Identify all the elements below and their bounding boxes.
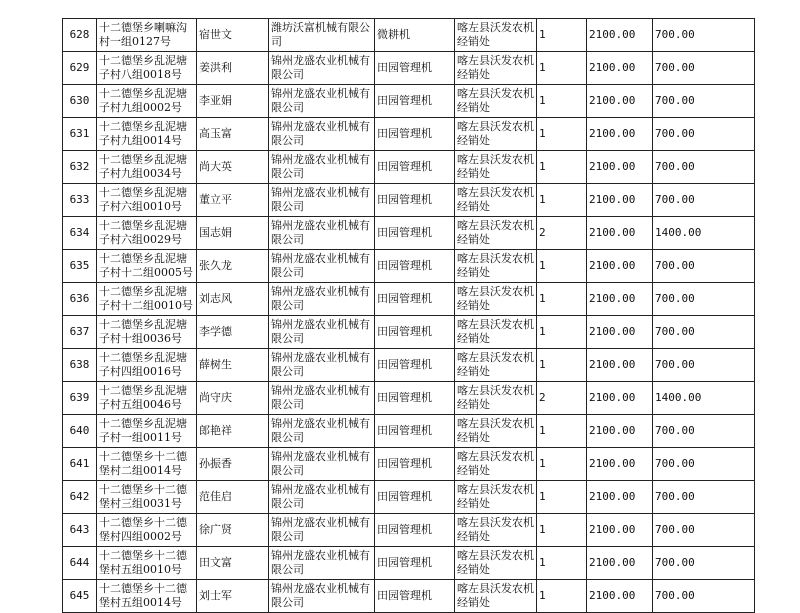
quantity-cell: 1	[537, 415, 587, 448]
row-number-cell: 633	[63, 184, 97, 217]
buyer-name-cell: 宿世文	[197, 19, 269, 52]
dealer-cell: 喀左县沃发农机经销处	[455, 151, 537, 184]
subsidy-amount-cell: 700.00	[653, 547, 755, 580]
manufacturer-cell: 锦州龙盛农业机械有限公司	[269, 349, 375, 382]
manufacturer-cell: 锦州龙盛农业机械有限公司	[269, 217, 375, 250]
manufacturer-cell: 锦州龙盛农业机械有限公司	[269, 52, 375, 85]
table-row	[63, 19, 755, 52]
buyer-name-cell: 尚大英	[197, 151, 269, 184]
manufacturer-cell: 锦州龙盛农业机械有限公司	[269, 184, 375, 217]
address-cell: 十二德堡乡乱泥塘子村五组0046号	[97, 382, 197, 415]
table-row	[63, 283, 755, 316]
buyer-name-cell: 薛树生	[197, 349, 269, 382]
machine-type-cell: 田园管理机	[375, 580, 455, 613]
buyer-name-cell: 李亚娟	[197, 85, 269, 118]
machine-type-cell: 田园管理机	[375, 250, 455, 283]
machine-type-cell: 田园管理机	[375, 85, 455, 118]
unit-price-cell: 2100.00	[587, 382, 653, 415]
buyer-name-cell: 郎艳祥	[197, 415, 269, 448]
unit-price-cell: 2100.00	[587, 349, 653, 382]
table-row	[63, 547, 755, 580]
dealer-cell: 喀左县沃发农机经销处	[455, 184, 537, 217]
quantity-cell: 1	[537, 448, 587, 481]
address-cell: 十二德堡乡乱泥塘子村八组0018号	[97, 52, 197, 85]
address-cell: 十二德堡乡乱泥塘子村六组0029号	[97, 217, 197, 250]
table-row	[63, 448, 755, 481]
row-number-cell: 637	[63, 316, 97, 349]
machine-type-cell: 田园管理机	[375, 547, 455, 580]
machine-type-cell: 田园管理机	[375, 118, 455, 151]
dealer-cell: 喀左县沃发农机经销处	[455, 19, 537, 52]
buyer-name-cell: 国志娟	[197, 217, 269, 250]
unit-price-cell: 2100.00	[587, 151, 653, 184]
unit-price-cell: 2100.00	[587, 547, 653, 580]
table-row	[63, 118, 755, 151]
address-cell: 十二德堡乡乱泥塘子村九组0002号	[97, 85, 197, 118]
machine-type-cell: 田园管理机	[375, 151, 455, 184]
row-number-cell: 629	[63, 52, 97, 85]
table-row	[63, 217, 755, 250]
unit-price-cell: 2100.00	[587, 580, 653, 613]
machine-type-cell: 田园管理机	[375, 52, 455, 85]
table-row	[63, 151, 755, 184]
buyer-name-cell: 孙振香	[197, 448, 269, 481]
row-number-cell: 639	[63, 382, 97, 415]
subsidy-amount-cell: 700.00	[653, 481, 755, 514]
dealer-cell: 喀左县沃发农机经销处	[455, 382, 537, 415]
manufacturer-cell: 锦州龙盛农业机械有限公司	[269, 85, 375, 118]
quantity-cell: 1	[537, 85, 587, 118]
address-cell: 十二德堡乡乱泥塘子村十二组0005号	[97, 250, 197, 283]
row-number-cell: 643	[63, 514, 97, 547]
unit-price-cell: 2100.00	[587, 19, 653, 52]
table-row	[63, 514, 755, 547]
manufacturer-cell: 锦州龙盛农业机械有限公司	[269, 580, 375, 613]
dealer-cell: 喀左县沃发农机经销处	[455, 514, 537, 547]
row-number-cell: 628	[63, 19, 97, 52]
quantity-cell: 1	[537, 52, 587, 85]
manufacturer-cell: 锦州龙盛农业机械有限公司	[269, 151, 375, 184]
quantity-cell: 1	[537, 514, 587, 547]
dealer-cell: 喀左县沃发农机经销处	[455, 217, 537, 250]
dealer-cell: 喀左县沃发农机经销处	[455, 52, 537, 85]
machine-type-cell: 田园管理机	[375, 283, 455, 316]
quantity-cell: 1	[537, 316, 587, 349]
unit-price-cell: 2100.00	[587, 514, 653, 547]
dealer-cell: 喀左县沃发农机经销处	[455, 283, 537, 316]
buyer-name-cell: 田文富	[197, 547, 269, 580]
subsidy-amount-cell: 700.00	[653, 283, 755, 316]
subsidy-amount-cell: 700.00	[653, 184, 755, 217]
manufacturer-cell: 锦州龙盛农业机械有限公司	[269, 448, 375, 481]
buyer-name-cell: 高玉富	[197, 118, 269, 151]
quantity-cell: 1	[537, 283, 587, 316]
manufacturer-cell: 锦州龙盛农业机械有限公司	[269, 382, 375, 415]
subsidy-amount-cell: 700.00	[653, 151, 755, 184]
address-cell: 十二德堡乡乱泥塘子村十二组0010号	[97, 283, 197, 316]
table-row	[63, 184, 755, 217]
dealer-cell: 喀左县沃发农机经销处	[455, 250, 537, 283]
address-cell: 十二德堡乡十二德堡村二组0014号	[97, 448, 197, 481]
address-cell: 十二德堡乡十二德堡村五组0014号	[97, 580, 197, 613]
dealer-cell: 喀左县沃发农机经销处	[455, 448, 537, 481]
unit-price-cell: 2100.00	[587, 316, 653, 349]
table-row	[63, 250, 755, 283]
subsidy-amount-cell: 1400.00	[653, 217, 755, 250]
manufacturer-cell: 锦州龙盛农业机械有限公司	[269, 481, 375, 514]
unit-price-cell: 2100.00	[587, 184, 653, 217]
address-cell: 十二德堡乡十二德堡村五组0010号	[97, 547, 197, 580]
subsidy-amount-cell: 700.00	[653, 250, 755, 283]
manufacturer-cell: 锦州龙盛农业机械有限公司	[269, 250, 375, 283]
quantity-cell: 2	[537, 382, 587, 415]
dealer-cell: 喀左县沃发农机经销处	[455, 316, 537, 349]
dealer-cell: 喀左县沃发农机经销处	[455, 580, 537, 613]
unit-price-cell: 2100.00	[587, 85, 653, 118]
address-cell: 十二德堡乡乱泥塘子村四组0016号	[97, 349, 197, 382]
subsidy-amount-cell: 700.00	[653, 415, 755, 448]
unit-price-cell: 2100.00	[587, 448, 653, 481]
quantity-cell: 1	[537, 184, 587, 217]
row-number-cell: 634	[63, 217, 97, 250]
buyer-name-cell: 尚守庆	[197, 382, 269, 415]
table-body	[63, 19, 755, 613]
machine-type-cell: 田园管理机	[375, 448, 455, 481]
subsidy-amount-cell: 700.00	[653, 514, 755, 547]
machine-type-cell: 田园管理机	[375, 382, 455, 415]
machine-type-cell: 田园管理机	[375, 184, 455, 217]
subsidy-amount-cell: 700.00	[653, 316, 755, 349]
table-row	[63, 316, 755, 349]
subsidy-amount-cell: 700.00	[653, 349, 755, 382]
buyer-name-cell: 张久龙	[197, 250, 269, 283]
address-cell: 十二德堡乡乱泥塘子村六组0010号	[97, 184, 197, 217]
quantity-cell: 1	[537, 547, 587, 580]
row-number-cell: 631	[63, 118, 97, 151]
machine-type-cell: 田园管理机	[375, 349, 455, 382]
unit-price-cell: 2100.00	[587, 250, 653, 283]
table-row	[63, 349, 755, 382]
quantity-cell: 1	[537, 19, 587, 52]
row-number-cell: 632	[63, 151, 97, 184]
quantity-cell: 1	[537, 250, 587, 283]
subsidy-amount-cell: 700.00	[653, 85, 755, 118]
dealer-cell: 喀左县沃发农机经销处	[455, 481, 537, 514]
subsidy-amount-cell: 700.00	[653, 448, 755, 481]
quantity-cell: 1	[537, 580, 587, 613]
address-cell: 十二德堡乡十二德堡村三组0031号	[97, 481, 197, 514]
manufacturer-cell: 锦州龙盛农业机械有限公司	[269, 547, 375, 580]
unit-price-cell: 2100.00	[587, 118, 653, 151]
row-number-cell: 638	[63, 349, 97, 382]
address-cell: 十二德堡乡乱泥塘子村九组0034号	[97, 151, 197, 184]
dealer-cell: 喀左县沃发农机经销处	[455, 85, 537, 118]
buyer-name-cell: 李学德	[197, 316, 269, 349]
row-number-cell: 644	[63, 547, 97, 580]
subsidy-amount-cell: 700.00	[653, 580, 755, 613]
machine-type-cell: 田园管理机	[375, 316, 455, 349]
dealer-cell: 喀左县沃发农机经销处	[455, 118, 537, 151]
machine-type-cell: 田园管理机	[375, 415, 455, 448]
address-cell: 十二德堡乡喇嘛沟村一组0127号	[97, 19, 197, 52]
row-number-cell: 636	[63, 283, 97, 316]
quantity-cell: 2	[537, 217, 587, 250]
buyer-name-cell: 范佳启	[197, 481, 269, 514]
table-row	[63, 52, 755, 85]
subsidy-amount-cell: 1400.00	[653, 382, 755, 415]
unit-price-cell: 2100.00	[587, 481, 653, 514]
subsidy-table	[62, 18, 755, 613]
manufacturer-cell: 锦州龙盛农业机械有限公司	[269, 283, 375, 316]
unit-price-cell: 2100.00	[587, 52, 653, 85]
machine-type-cell: 微耕机	[375, 19, 455, 52]
buyer-name-cell: 董立平	[197, 184, 269, 217]
quantity-cell: 1	[537, 118, 587, 151]
address-cell: 十二德堡乡十二德堡村四组0002号	[97, 514, 197, 547]
quantity-cell: 1	[537, 349, 587, 382]
unit-price-cell: 2100.00	[587, 415, 653, 448]
row-number-cell: 640	[63, 415, 97, 448]
machine-type-cell: 田园管理机	[375, 217, 455, 250]
subsidy-amount-cell: 700.00	[653, 52, 755, 85]
address-cell: 十二德堡乡乱泥塘子村九组0014号	[97, 118, 197, 151]
address-cell: 十二德堡乡乱泥塘子村十组0036号	[97, 316, 197, 349]
manufacturer-cell: 潍坊沃富机械有限公司	[269, 19, 375, 52]
buyer-name-cell: 徐广贤	[197, 514, 269, 547]
subsidy-amount-cell: 700.00	[653, 19, 755, 52]
unit-price-cell: 2100.00	[587, 217, 653, 250]
buyer-name-cell: 姜洪利	[197, 52, 269, 85]
machine-type-cell: 田园管理机	[375, 481, 455, 514]
document-page	[62, 18, 754, 613]
table-row	[63, 85, 755, 118]
unit-price-cell: 2100.00	[587, 283, 653, 316]
buyer-name-cell: 刘士军	[197, 580, 269, 613]
row-number-cell: 630	[63, 85, 97, 118]
address-cell: 十二德堡乡乱泥塘子村一组0011号	[97, 415, 197, 448]
dealer-cell: 喀左县沃发农机经销处	[455, 547, 537, 580]
dealer-cell: 喀左县沃发农机经销处	[455, 415, 537, 448]
table-row	[63, 415, 755, 448]
manufacturer-cell: 锦州龙盛农业机械有限公司	[269, 316, 375, 349]
row-number-cell: 645	[63, 580, 97, 613]
manufacturer-cell: 锦州龙盛农业机械有限公司	[269, 415, 375, 448]
buyer-name-cell: 刘志风	[197, 283, 269, 316]
row-number-cell: 635	[63, 250, 97, 283]
row-number-cell: 642	[63, 481, 97, 514]
row-number-cell: 641	[63, 448, 97, 481]
quantity-cell: 1	[537, 151, 587, 184]
manufacturer-cell: 锦州龙盛农业机械有限公司	[269, 118, 375, 151]
table-row	[63, 481, 755, 514]
quantity-cell: 1	[537, 481, 587, 514]
machine-type-cell: 田园管理机	[375, 514, 455, 547]
table-row	[63, 580, 755, 613]
subsidy-amount-cell: 700.00	[653, 118, 755, 151]
manufacturer-cell: 锦州龙盛农业机械有限公司	[269, 514, 375, 547]
dealer-cell: 喀左县沃发农机经销处	[455, 349, 537, 382]
table-row	[63, 382, 755, 415]
